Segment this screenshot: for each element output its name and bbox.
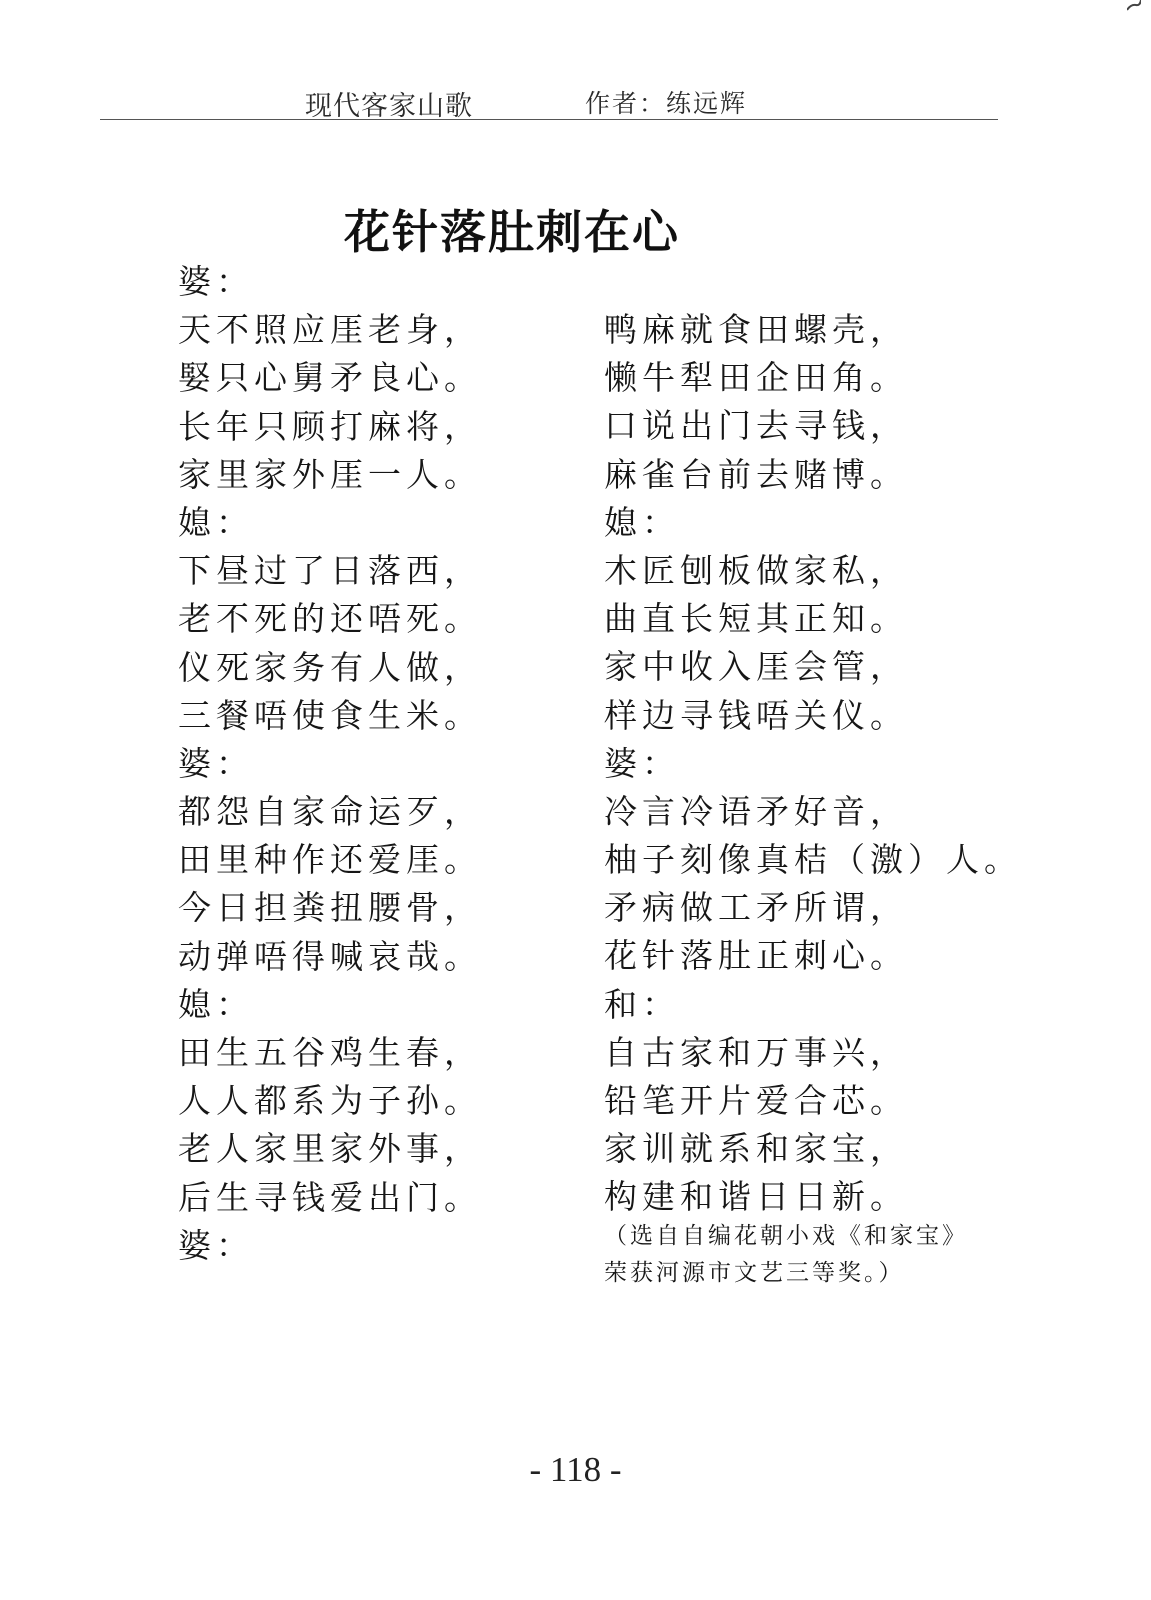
poem-line: 木匠刨板做家私， <box>604 550 908 590</box>
poem-line: 矛病做工矛所谓， <box>604 888 908 928</box>
poem-line: 家里家外厓一人。 <box>178 454 482 494</box>
book-title: 现代客家山歌 <box>305 91 473 122</box>
poem-line: 天不照应厓老身， <box>178 310 482 350</box>
poem-line: 婆： <box>178 262 254 301</box>
scan-edge-mark <box>1127 0 1141 14</box>
poem-line: 花针落肚正刺心。 <box>604 936 908 976</box>
poem-line: 长年只顾打麻将， <box>178 406 482 446</box>
poem-line: 三餐唔使食生米。 <box>178 695 482 735</box>
poem-line: 媳： <box>178 984 254 1024</box>
running-header <box>0 78 1151 122</box>
poem-line: 样边寻钱唔关仪。 <box>604 695 908 735</box>
poem-line: 懒牛犁田企田角。 <box>604 358 908 398</box>
poem-line: 构建和谐日日新。 <box>604 1177 908 1217</box>
poem-line: 人人都系为子孙。 <box>178 1081 482 1121</box>
poem-line: 铅笔开片爱合芯。 <box>604 1081 908 1120</box>
poem-line: 婆： <box>604 743 680 783</box>
poem-line: 今日担粪扭腰骨， <box>178 888 482 928</box>
left-column <box>178 258 482 1270</box>
poem-line: 自古家和万事兴， <box>604 1032 908 1072</box>
poem-line: 都怨自家命运歹， <box>178 792 482 832</box>
poem-line: 婆： <box>178 743 254 783</box>
poem-line: 曲直长短其正知。 <box>604 599 908 639</box>
poem-line: 婜只心舅矛良心。 <box>178 358 482 398</box>
poem-title: 花针落肚刺在心 <box>344 205 680 259</box>
poem-line: 口说出门去寻钱， <box>604 406 908 446</box>
poem-line: 田里种作还爱厓。 <box>178 840 482 880</box>
poem-line: 家中收入厓会管， <box>604 647 908 687</box>
poem-line: 麻雀台前去赌博。 <box>604 454 908 494</box>
source-note <box>604 1218 968 1292</box>
poem-line: 媳： <box>178 502 254 542</box>
right-column <box>604 306 1022 1222</box>
poem-line: 后生寻钱爱出门。 <box>178 1177 482 1217</box>
source-note-line: 荣获河源市文艺三等奖。） <box>604 1260 905 1286</box>
poem-line: 冷言冷语矛好音， <box>604 791 908 831</box>
author-credit: 作者：练远辉 <box>585 89 748 118</box>
poem-line: 婆： <box>178 1225 254 1265</box>
poem-line: 田生五谷鸡生春， <box>178 1033 482 1072</box>
poem-line: 媳： <box>604 502 680 542</box>
header-rule <box>100 119 998 120</box>
poem-line: 老不死的还唔死。 <box>178 599 482 639</box>
poem-line: 仪死家务有人做， <box>178 647 482 687</box>
poem-line: 家训就系和家宝， <box>604 1129 908 1169</box>
poem-line: 老人家里家外事， <box>178 1129 482 1169</box>
source-note-line: （选自自编花朝小戏《和家宝》 <box>604 1223 968 1249</box>
poem-line: 鸭麻就食田螺壳， <box>604 310 908 349</box>
page-number: - 118 - <box>529 1450 622 1489</box>
poem-line: 柚子刻像真桔（激）人。 <box>604 840 1022 880</box>
poem-line: 动弹唔得喊哀哉。 <box>178 936 482 976</box>
poem-line: 和： <box>604 984 680 1024</box>
poem-line: 下昼过了日落西， <box>178 551 482 591</box>
